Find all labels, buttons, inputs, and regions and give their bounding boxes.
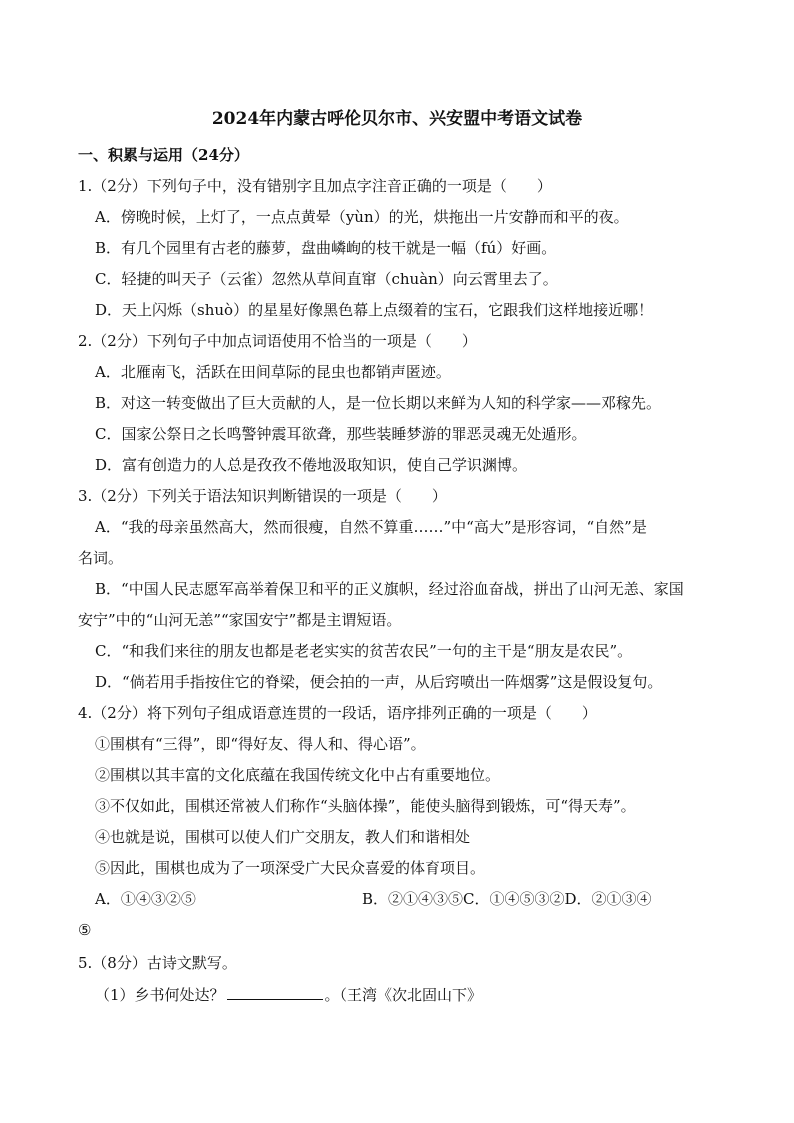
q4-sentence-2: ②围棋以其丰富的文化底蕴在我国传统文化中占有重要地位。 [95,766,501,784]
q3-option-c: C．“和我们来往的朋友也都是老老实实的贫苦农民”一句的主干是“朋友是农民”。 [95,642,633,660]
q3-option-a-line1: A．“我的母亲虽然高大，然而很瘦，自然不算重……”中“高大”是形容词，“自然”是 [95,518,647,536]
q2-option-d: D．富有创造力的人总是孜孜不倦地汲取知识，使自己学识渊博。 [95,456,528,474]
answer-blank[interactable] [227,984,323,1000]
q3-option-b-line2: 安宁”中的“山河无恙”“家国安宁”都是主谓短语。 [78,611,402,629]
q2-option-b: B．对这一转变做出了巨大贡献的人，是一位长期以来鲜为人知的科学家——邓稼先。 [95,394,662,412]
q5-stem: 5.（8分）古诗文默写。 [78,954,237,972]
q1-option-d: D．天上闪烁（shuò）的星星好像黑色幕上点缀着的宝石，它跟我们这样地接近哪！ [95,301,654,319]
q4-option-a: A．①④③②⑤ [95,890,196,908]
q2-option-a: A．北雁南飞，活跃在田间草际的昆虫也都销声匿迹。 [95,363,451,381]
q3-option-d: D．“倘若用手指按住它的脊梁，便会拍的一声，从后窍喷出一阵烟雾”这是假设复句。 [95,673,663,691]
q4-sentence-5: ⑤因此，围棋也成为了一项深受广大民众喜爱的体育项目。 [95,859,486,877]
q4-sentence-4: ④也就是说，围棋可以使人们广交朋友，教人们和谐相处 [95,828,471,846]
q4-option-wrap: ⑤ [78,921,92,939]
q4-sentence-1: ①围棋有“三得”，即“得好友、得人和、得心语”。 [95,735,426,753]
q1-option-a: A．傍晚时候，上灯了，一点点黄晕（yùn）的光，烘拖出一片安静而和平的夜。 [95,208,629,226]
q5-part-1-prompt: （1）乡书何处达？ [95,986,225,1004]
q1-stem: 1.（2分）下列句子中，没有错别字且加点字注音正确的一项是（ ） [78,177,552,195]
q1-option-c: C．轻捷的叫天子（云雀）忽然从草间直窜（chuàn）向云霄里去了。 [95,270,558,288]
page-title: 2024年内蒙古呼伦贝尔市、兴安盟中考语文试卷 [211,109,583,129]
section-heading: 一、积累与运用（24分） [78,146,249,164]
q3-option-a-line2: 名词。 [78,549,124,567]
q4-sentence-3: ③不仅如此，围棋还常被人们称作“头脑体操”，能使头脑得到锻炼，可“得天寿”。 [95,797,636,815]
q3-stem: 3.（2分）下列关于语法知识判断错误的一项是（ ） [78,487,447,505]
q4-options-bcd: B．②①④③⑤C．①④⑤③②D．②①③④ [362,890,652,908]
q4-stem: 4.（2分）将下列句子组成语意连贯的一段话，语序排列正确的一项是（ ） [78,704,597,722]
q2-stem: 2.（2分）下列句子中加点词语使用不恰当的一项是（ ） [78,332,477,350]
q5-part-1 [95,984,482,1005]
q2-option-c: C．国家公祭日之长鸣警钟震耳欲聋，那些装睡梦游的罪恶灵魂无处遁形。 [95,425,587,443]
q3-option-b-line1: B．“中国人民志愿军高举着保卫和平的正义旗帜，经过浴血奋战，拼出了山河无恙、家国 [95,580,684,598]
q5-part-1-source: 。（王湾《次北固山下》 [324,986,483,1004]
q1-option-b: B．有几个园里有古老的藤萝，盘曲嶙峋的枝干就是一幅（fú）好画。 [95,239,557,257]
